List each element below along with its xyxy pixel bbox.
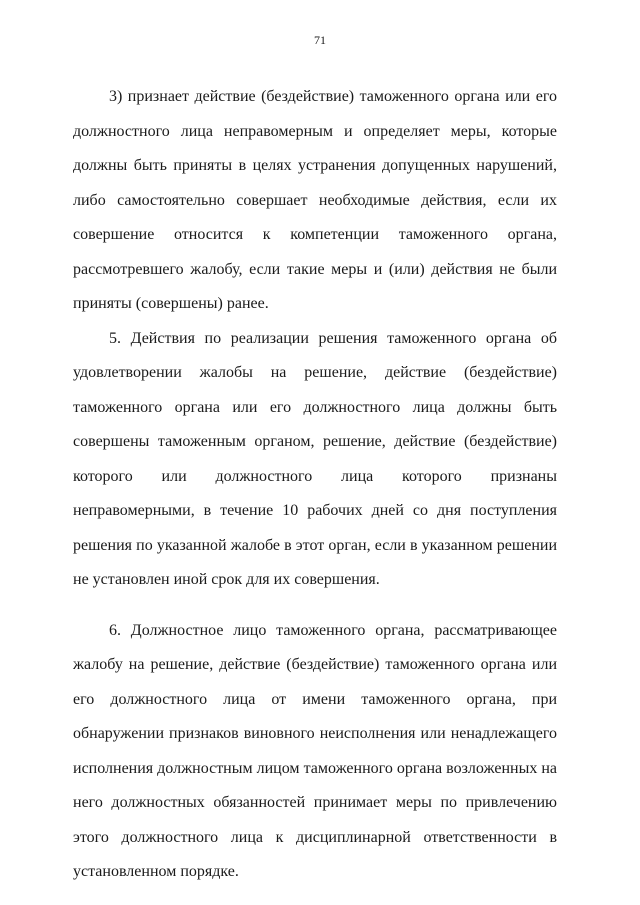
page-number: 71 [314,33,326,47]
paragraph-clause-5: 5. Действия по реализации решения таможенного органа об удовлетворении жалобы на решение, действие (бездействие) таможенного органа или его должностного лица должны быть совершены таможенным органом, решение, действие (бездействие) которого или должностного лица которого признаны неправомерными, в течение 10 рабочих дней со дня поступления решения по указанной жалобе в этот орган, если в указанном решении не установлен иной срок для их совершения. [73,329,557,588]
document-body [73,80,557,890]
paragraph-clause-6: 6. Должностное лицо таможенного органа, рассматривающее жалобу на решение, действие (бездействие) таможенного органа или его должностного лица от имени таможенного органа, при обнаружении признаков виновного неисполнения или ненадлежащего исполнения должностным лицом таможенного органа возложенных на него должностных обязанностей принимает меры по привлечению этого должностного лица к дисциплинарной ответственности в установленном порядке. [73,621,557,880]
paragraph-item-3: 3) признает действие (бездействие) таможенного органа или его должностного лица неправомерным и определяет меры, которые должны быть приняты в целях устранения допущенных нарушений, либо самостоятельно совершает необходимые действия, если их совершение относится к компетенции таможенного органа, рассмотревшего жалобу, если такие меры и (или) действия не были приняты (совершены) ранее. [73,88,557,312]
